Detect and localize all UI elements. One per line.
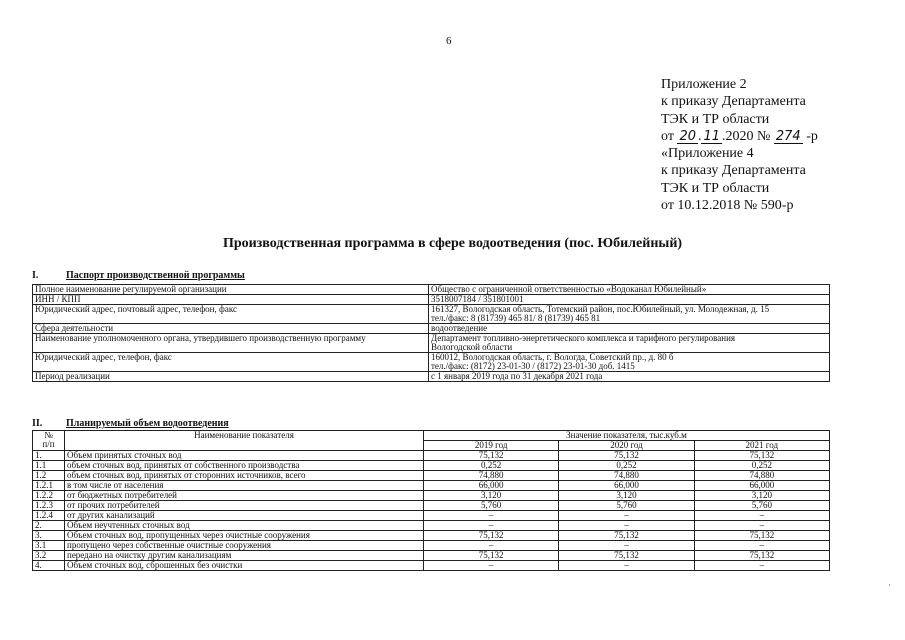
scan-speck: · [888, 580, 891, 590]
table-row [33, 501, 830, 511]
passport-label: Период реализации [33, 372, 429, 382]
date-prefix: от [661, 128, 674, 144]
table-row [33, 551, 830, 561]
value-2019: – [424, 511, 559, 521]
table-row [33, 471, 830, 481]
value-2019: 75,132 [424, 451, 559, 461]
appendix-line: «Приложение 4 [661, 146, 754, 162]
section2-heading [32, 418, 229, 429]
value-2019: 74,880 [424, 471, 559, 481]
table-row [33, 511, 830, 521]
header-year: 2019 год [424, 441, 559, 451]
passport-label: ИНН / КПП [33, 295, 429, 305]
passport-value: 3518007184 / 351801001 [429, 295, 830, 305]
handwritten-month: 11 [703, 128, 721, 144]
table-row [33, 285, 830, 295]
value-2019: 66,000 [424, 481, 559, 491]
passport-value: 161327, Вологодская область, Тотемский район, пос.Юбилейный, ул. Молодежная, д. 15 тел./факс: 8 (81739) 465 81/ 8 (81739) 465 81 [429, 305, 830, 324]
table-row [33, 324, 830, 334]
value-2020: 5,760 [559, 501, 694, 511]
value-2020: 0,252 [559, 461, 694, 471]
row-num: 3. [33, 531, 65, 541]
value-2021: 74,880 [694, 471, 829, 481]
value-2021: 75,132 [694, 551, 829, 561]
appendix-line: к приказу Департамента [661, 163, 806, 179]
table-row [33, 451, 830, 461]
appendix-block [661, 76, 818, 214]
value-2020: 75,132 [559, 531, 694, 541]
value-2020: – [559, 541, 694, 551]
header-year: 2021 год [694, 441, 829, 451]
value-2020: – [559, 511, 694, 521]
section1-heading [32, 270, 245, 281]
passport-value: с 1 января 2019 года по 31 декабря 2021 года [429, 372, 830, 382]
handwritten-day: 20 [679, 128, 696, 144]
row-name: объем сточных вод, принятых от сторонних источников, всего [65, 471, 424, 481]
appendix-line: от 10.12.2018 № 590-р [661, 198, 794, 214]
value-2019: 0,252 [424, 461, 559, 471]
row-num: 3.2 [33, 551, 65, 561]
passport-label: Сфера деятельности [33, 324, 429, 334]
table-row [33, 372, 830, 382]
passport-label: Юридический адрес, почтовый адрес, телефон, факс [33, 305, 429, 324]
date-year: .2020 № [722, 128, 771, 144]
value-2019: – [424, 561, 559, 571]
row-num: 1.2.3 [33, 501, 65, 511]
row-num: 1.2.2 [33, 491, 65, 501]
section1-number: I. [32, 270, 39, 281]
value-2020: – [559, 561, 694, 571]
section2-number: II. [32, 418, 43, 429]
number-suffix: -р [806, 128, 818, 144]
appendix-date-line: от 20 . 11 .2020 № 274 -р [661, 128, 818, 144]
value-2021: 66,000 [694, 481, 829, 491]
row-name: объем сточных вод, принятых от собственного производства [65, 461, 424, 471]
value-2019: 5,760 [424, 501, 559, 511]
value-2019: 3,120 [424, 491, 559, 501]
value-2021: 0,252 [694, 461, 829, 471]
row-num: 4. [33, 561, 65, 571]
passport-value: Общество с ограниченной ответственностью «Водоканал Юбилейный» [429, 285, 830, 295]
row-name: от других канализаций [65, 511, 424, 521]
value-2020: 3,120 [559, 491, 694, 501]
section1-title: Паспорт производственной программы [66, 270, 245, 281]
value-2021: – [694, 511, 829, 521]
row-name: в том числе от населения [65, 481, 424, 491]
row-name: Объем сточных вод, пропущенных через очистные сооружения [65, 531, 424, 541]
value-2019: – [424, 541, 559, 551]
value-2021: – [694, 521, 829, 531]
passport-value: 160012, Вологодская область, г. Вологда, Советский пр., д. 80 б тел./факс: (8172) 23-01-30 / (8172) 23-01-30 доб. 1415 [429, 353, 830, 372]
value-2020: 66,000 [559, 481, 694, 491]
row-name: Объем принятых сточных вод [65, 451, 424, 461]
appendix-line: к приказу Департамента [661, 94, 806, 110]
value-2021: 75,132 [694, 451, 829, 461]
row-num: 2. [33, 521, 65, 531]
appendix-line: Приложение 2 [661, 77, 747, 92]
table-row [33, 491, 830, 501]
row-name: Объем неучтенных сточных вод [65, 521, 424, 531]
table-row [33, 541, 830, 551]
table-row [33, 521, 830, 531]
table-row [33, 353, 830, 372]
row-num: 1.2.4 [33, 511, 65, 521]
row-name: передано на очистку другим канализациям [65, 551, 424, 561]
passport-value: водоотведение [429, 324, 830, 334]
value-2021: – [694, 561, 829, 571]
section2-title: Планируемый объем водоотведения [66, 418, 229, 429]
header-year: 2020 год [559, 441, 694, 451]
value-2021: 3,120 [694, 491, 829, 501]
value-2020: – [559, 521, 694, 531]
row-name: от прочих потребителей [65, 501, 424, 511]
handwritten-number: 274 [775, 128, 801, 144]
passport-label: Наименование уполномоченного органа, утвердившего производственную программу [33, 334, 429, 353]
row-num: 1. [33, 451, 65, 461]
table-row [33, 531, 830, 541]
appendix-line: ТЭК и ТР области [661, 180, 770, 196]
passport-label: Юридический адрес, телефон, факс [33, 353, 429, 372]
value-2019: – [424, 521, 559, 531]
row-num: 1.1 [33, 461, 65, 471]
row-num: 3.1 [33, 541, 65, 551]
header-num: № п/п [33, 431, 65, 451]
table-row [33, 334, 830, 353]
table-row [33, 461, 830, 471]
passport-label: Полное наименование регулируемой организации [33, 285, 429, 295]
passport-value: Департамент топливно-энергетического комплекса и тарифного регулирования Вологодской области [429, 334, 830, 353]
value-2019: 75,132 [424, 531, 559, 541]
row-name: пропущено через собственные очистные сооружения [65, 541, 424, 551]
row-num: 1.2 [33, 471, 65, 481]
table-row [33, 295, 830, 305]
header-value: Значение показателя, тыс.куб.м [424, 431, 830, 441]
table-row [33, 481, 830, 491]
page-number: 6 [446, 35, 452, 47]
page-title: Производственная программа в сфере водоотведения (пос. Юбилейный) [222, 236, 683, 251]
volume-table [32, 430, 830, 571]
row-name: Объем сточных вод, сброшенных без очистки [65, 561, 424, 571]
value-2019: 75,132 [424, 551, 559, 561]
value-2020: 75,132 [559, 551, 694, 561]
value-2020: 74,880 [559, 471, 694, 481]
row-num: 1.2.1 [33, 481, 65, 491]
table-row [33, 305, 830, 324]
value-2021: 5,760 [694, 501, 829, 511]
value-2020: 75,132 [559, 451, 694, 461]
passport-table [32, 284, 830, 382]
value-2021: – [694, 541, 829, 551]
value-2021: 75,132 [694, 531, 829, 541]
appendix-line: ТЭК и ТР области [661, 111, 770, 127]
table-row [33, 561, 830, 571]
row-name: от бюджетных потребителей [65, 491, 424, 501]
header-name: Наименование показателя [65, 431, 424, 451]
table-header-row [33, 431, 830, 441]
